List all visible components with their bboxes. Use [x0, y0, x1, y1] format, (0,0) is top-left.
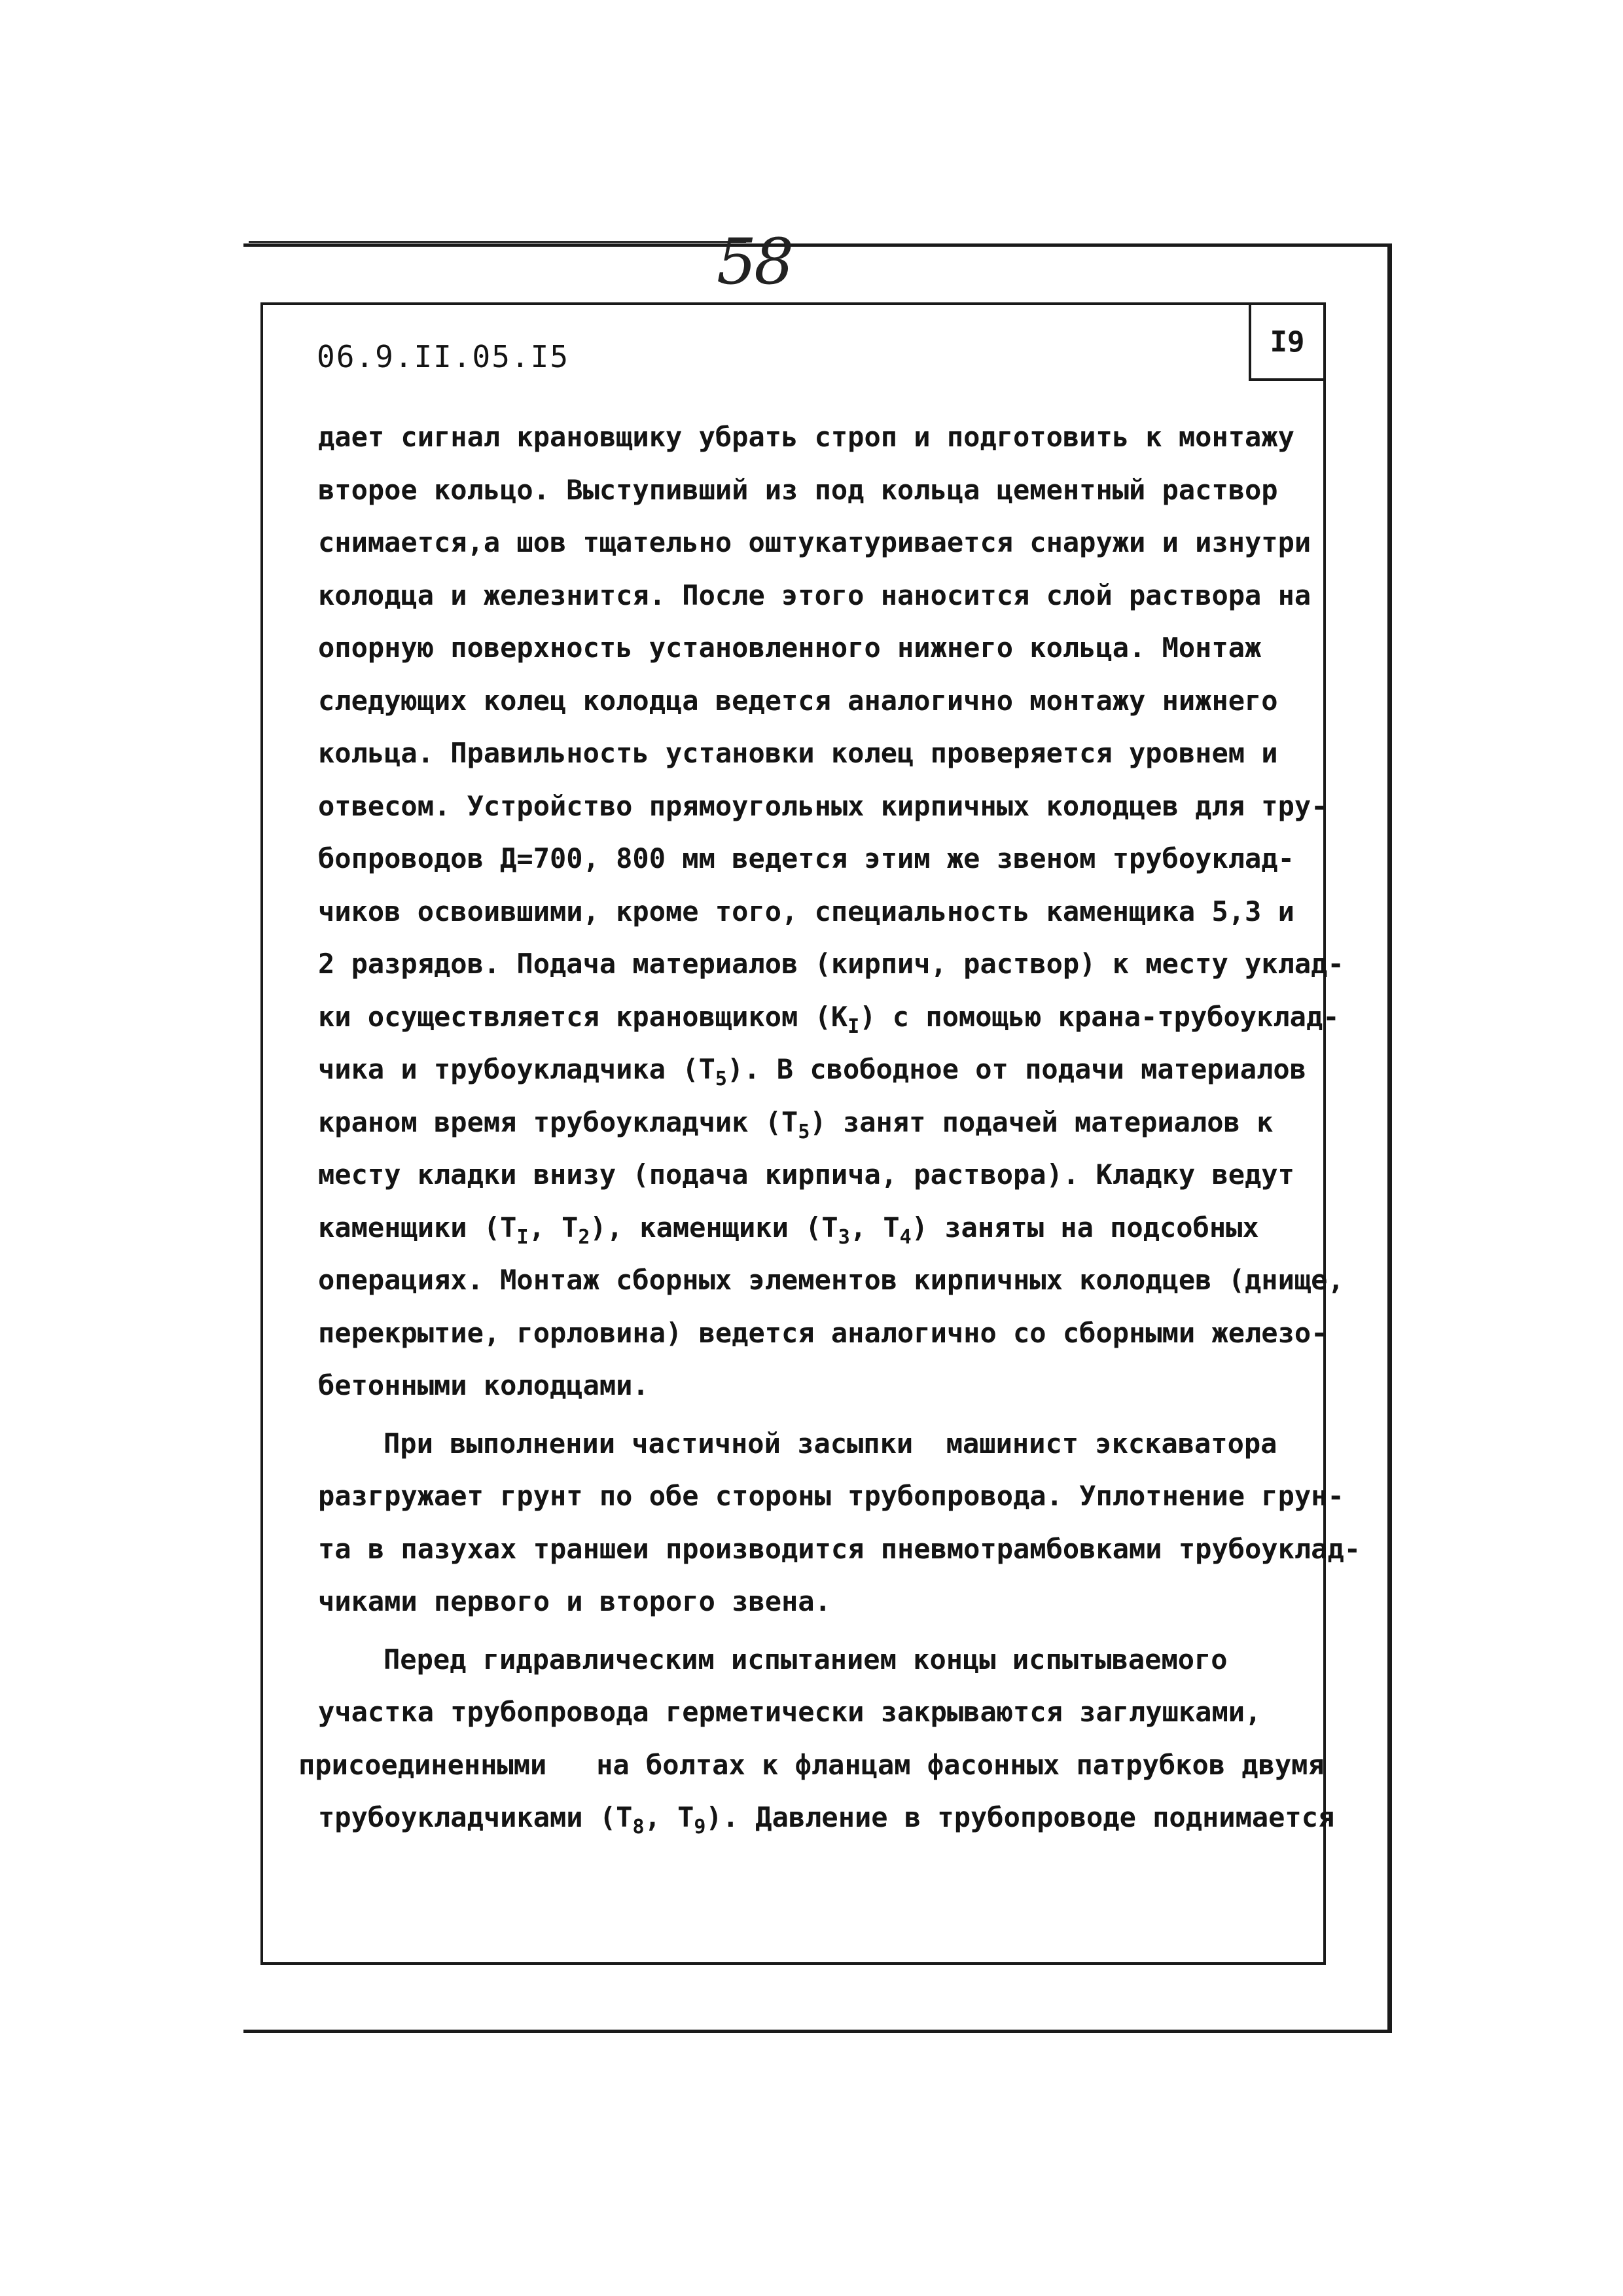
text-line: чиков освоившими, кроме того, специальность каменщика 5,3 и: [318, 895, 1294, 927]
handwritten-page-number: 58: [717, 225, 792, 298]
text-fragment: краном время трубоукладчик (Т: [318, 1105, 798, 1138]
text-fragment: ). Давление в трубопроводе поднимается: [705, 1801, 1335, 1833]
text-fragment: ки осуществляется крановщиком (К: [318, 1000, 848, 1033]
subscript: I: [847, 1014, 860, 1038]
text-line: снимается,а шов тщательно оштукатуривается снаружи и изнутри: [318, 526, 1311, 558]
page-number: I9: [1270, 325, 1305, 359]
text-line: месту кладки внизу (подача кирпича, раствора). Кладку ведут: [318, 1158, 1294, 1191]
text-line: участка трубопровода герметически закрываются заглушками,: [318, 1696, 1262, 1728]
document-code: 06.9.II.05.I5: [317, 339, 570, 374]
text-fragment: ), каменщики (Т: [590, 1211, 838, 1244]
subscript: 9: [694, 1816, 706, 1839]
text-line: разгружает грунт по обе стороны трубопровода. Уплотнение грун-: [318, 1480, 1344, 1512]
text-line: чиками первого и второго звена.: [318, 1585, 831, 1617]
text-line: дает сигнал крановщику убрать строп и подготовить к монтажу: [318, 421, 1294, 453]
text-fragment: , Т: [528, 1211, 579, 1244]
subscript: 5: [798, 1120, 810, 1143]
text-fragment: ) заняты на подсобных: [911, 1211, 1259, 1244]
text-line: [318, 1043, 1326, 1096]
top-edge-line: [249, 241, 746, 243]
text-fragment: ). В свободное от подачи материалов: [726, 1053, 1306, 1085]
text-fragment: , Т: [644, 1801, 694, 1833]
text-line: [318, 991, 1340, 1044]
subscript: 4: [899, 1225, 912, 1249]
text-line: При выполнении частичной засыпки машинист экскаватора: [383, 1427, 1277, 1460]
document-frame: [260, 302, 1361, 1965]
text-line: присоединенными на болтах к фланцам фасонных патрубков двумя: [298, 1748, 1325, 1781]
text-fragment: , Т: [849, 1211, 900, 1244]
text-line: колодца и железнится. После этого наносится слой раствора на: [318, 579, 1311, 611]
text-fragment: каменщики (Т: [318, 1211, 517, 1244]
subscript: 5: [715, 1067, 727, 1090]
text-line: опорную поверхность установленного нижнего кольца. Монтаж: [318, 632, 1262, 664]
text-line: перекрытие, горловина) ведется аналогично со сборными железо-: [318, 1316, 1328, 1349]
subscript: 3: [838, 1225, 850, 1249]
text-line: та в пазухах траншеи производится пневмотрамбовками трубоуклад-: [318, 1532, 1361, 1565]
text-line: Перед гидравлическим испытанием концы испытываемого: [383, 1643, 1228, 1676]
text-line: 2 разрядов. Подача материалов (кирпич, раствор) к месту уклад-: [318, 948, 1344, 980]
text-line: кольца. Правильность установки колец проверяется уровнем и: [318, 737, 1278, 769]
text-line: бетонными колодцами.: [318, 1369, 649, 1401]
body-text: [298, 411, 1361, 1844]
text-line: бопроводов Д=700, 800 мм ведется этим же звеном трубоуклад-: [318, 842, 1294, 874]
text-fragment: ) занят подачей материалов к: [810, 1105, 1274, 1138]
text-fragment: трубоукладчиками (Т: [318, 1801, 633, 1833]
text-fragment: ) с помощью крана-трубоуклад-: [859, 1000, 1340, 1033]
text-line: второе кольцо. Выступивший из под кольца цементный раствор: [318, 473, 1278, 506]
text-fragment: чика и трубоукладчика (Т: [318, 1053, 715, 1085]
text-line: отвесом. Устройство прямоугольных кирпичных колодцев для тру-: [318, 789, 1328, 822]
text-line: [318, 1791, 1335, 1844]
subscript: 8: [632, 1816, 645, 1839]
subscript: I: [516, 1225, 529, 1249]
page-number-box: [1249, 302, 1326, 381]
text-line: [318, 1202, 1326, 1255]
text-line: операциях. Монтаж сборных элементов кирпичных колодцев (днище,: [318, 1264, 1344, 1296]
text-line: [318, 1096, 1326, 1149]
subscript: 2: [578, 1225, 590, 1249]
text-line: следующих колец колодца ведется аналогично монтажу нижнего: [318, 684, 1278, 717]
